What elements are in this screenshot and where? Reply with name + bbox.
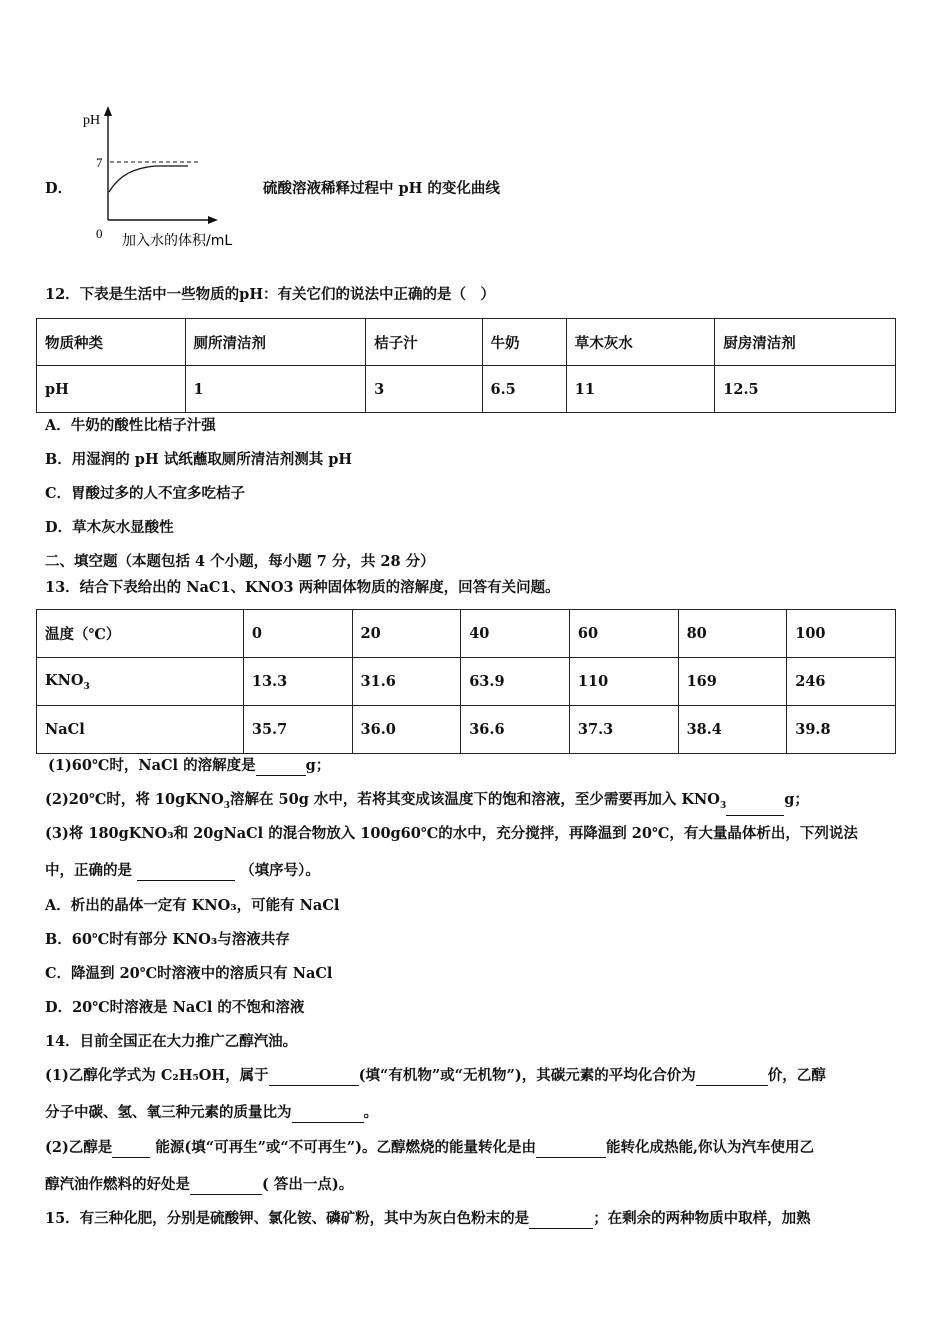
q13-option-d: D．20℃时溶液是 NaCl 的不饱和溶液: [45, 999, 305, 1016]
q13-p2-text: (2)20℃时，将 10gKNO: [45, 791, 224, 808]
q12-option-d: D．草木灰水显酸性: [45, 519, 174, 536]
q13-p3-note: （填序号）。: [240, 862, 320, 879]
table-cell: 温度（℃）: [37, 610, 244, 658]
table-cell: 11: [566, 366, 715, 413]
answer-blank[interactable]: [256, 759, 306, 776]
x-axis-label: 加入水的体积/mL: [122, 233, 233, 249]
table-cell: 36.0: [352, 706, 461, 754]
q14-p1-text-c: 价，乙醇: [767, 1067, 826, 1084]
table-cell: pH: [37, 366, 186, 413]
q13-part3-line2: [45, 861, 320, 881]
q13-part2: (2)20℃时，将 10gKNO$_3$溶解在 50g 水中，若将其变成该温度下的饱和溶液，至少需要再加入 $KNO_3$ g；: [45, 790, 809, 816]
table-cell: 100: [787, 610, 896, 658]
ph-curve: [109, 166, 188, 192]
table-cell: 20: [352, 610, 461, 658]
table-cell: 厨房清洁剂: [715, 319, 896, 366]
table-cell: 110: [569, 658, 678, 706]
q14-p2-line2-end: ( 答出一点)。: [262, 1176, 354, 1193]
q15-line1: [45, 1209, 811, 1229]
table-row: [37, 706, 896, 754]
q13-p1-unit: g；: [305, 757, 331, 774]
ph-dilution-graph: [80, 100, 280, 250]
table-cell: 36.6: [461, 706, 570, 754]
table-cell: 6.5: [482, 366, 566, 413]
q14-p1-text: (1)乙醇化学式为 C₂H₅OH，属于: [45, 1067, 269, 1084]
q14-p2-text-b: 能源(填“可再生”或“不可再生”)。乙醇燃烧的能量转化是由: [155, 1139, 536, 1156]
table-row: [37, 658, 896, 706]
table-cell: 246: [787, 658, 896, 706]
table-cell: 厕所清洁剂: [185, 319, 366, 366]
table-cell: 169: [678, 658, 787, 706]
table-cell: 草木灰水: [566, 319, 715, 366]
q14-p1-text-b: (填“有机物”或“无机物”)，其碳元素的平均化合价为: [358, 1067, 696, 1084]
table-cell: 31.6: [352, 658, 461, 706]
table-row: [37, 610, 896, 658]
table-cell: 13.3: [243, 658, 352, 706]
answer-blank[interactable]: [292, 1106, 364, 1123]
q15-text: 15．有三种化肥，分别是硫酸钾、氯化铵、磷矿粉，其中为灰白色粉末的是: [45, 1210, 530, 1227]
table-cell: 60: [569, 610, 678, 658]
q13-stem: 13．结合下表给出的 NaC1、KNO3 两种固体物质的溶解度，回答有关问题。: [45, 579, 560, 596]
q13-option-a: A．析出的晶体一定有 KNO₃，可能有 NaCl: [45, 897, 340, 914]
q13-solubility-table: [36, 609, 896, 754]
q14-part1-line1: [45, 1066, 826, 1086]
table-cell: 63.9: [461, 658, 570, 706]
table-cell: 3: [366, 366, 482, 413]
answer-blank[interactable]: [269, 1069, 359, 1086]
q12-option-a: A．牛奶的酸性比桔子汁强: [45, 417, 216, 434]
table-cell: 35.7: [243, 706, 352, 754]
answer-blank[interactable]: [529, 1212, 593, 1229]
q14-stem: 14．目前全国正在大力推广乙醇汽油。: [45, 1033, 298, 1050]
q13-part3-line1: (3)将 180gKNO₃和 20gNaCl 的混合物放入 100g60℃的水中，充分搅拌，再降温到 20℃，有大量晶体析出，下列说法: [45, 825, 858, 842]
option-d-label: D．: [45, 180, 73, 197]
origin-label: 0: [96, 226, 103, 241]
table-cell: 12.5: [715, 366, 896, 413]
q14-part1-line2: [45, 1103, 378, 1123]
table-cell: 37.3: [569, 706, 678, 754]
q14-part2-line2: [45, 1175, 353, 1195]
q14-p1-line2-end: 。: [363, 1104, 378, 1121]
answer-blank[interactable]: [112, 1141, 150, 1158]
answer-blank[interactable]: [726, 799, 784, 816]
answer-blank[interactable]: [190, 1178, 262, 1195]
q13-p2-unit: g；: [784, 791, 809, 808]
table-cell: 牛奶: [482, 319, 566, 366]
table-cell: 1: [185, 366, 366, 413]
q15-text-b: ；在剩余的两种物质中取样，加熟: [593, 1210, 811, 1227]
table-cell: 40: [461, 610, 570, 658]
table-cell: [37, 658, 244, 706]
y-axis-label: pH: [83, 113, 101, 128]
answer-blank[interactable]: [696, 1069, 768, 1086]
q14-p2-text-c: 能转化成热能,你认为汽车使用乙: [605, 1139, 815, 1156]
q13-p1-text: (1)60℃时，NaCl 的溶解度是: [48, 757, 256, 774]
table-row: [37, 319, 896, 366]
q12-option-c: C．胃酸过多的人不宜多吃桔子: [45, 485, 246, 502]
table-cell: 桔子汁: [366, 319, 482, 366]
table-cell: NaCl: [37, 706, 244, 754]
q13-p3-text: 中，正确的是: [45, 862, 132, 879]
q13-p2-text-b: 溶解在 50g 水中，若将其变成该温度下的饱和溶液，至少需要再加入 KNO: [229, 791, 720, 808]
section-2-title: 二、填空题（本题包括 4 个小题，每小题 7 分，共 28 分）: [45, 553, 435, 570]
table-cell: 38.4: [678, 706, 787, 754]
q13-part1: [48, 756, 330, 776]
kno3-subscript: 3: [83, 681, 90, 692]
q13-option-c: C．降温到 20℃时溶液中的溶质只有 NaCl: [45, 965, 333, 982]
q13-option-b: B．60℃时有部分 KNO₃与溶液共存: [45, 931, 290, 948]
q14-part2-line1: [45, 1138, 814, 1158]
table-row: [37, 366, 896, 413]
table-cell: 39.8: [787, 706, 896, 754]
y-tick-7: 7: [96, 155, 103, 170]
q14-p2-line2-text: 醇汽油作燃料的好处是: [45, 1176, 190, 1193]
q12-option-b: B．用湿润的 pH 试纸蘸取厕所清洁剂测其 pH: [45, 451, 353, 468]
q12-ph-table: [36, 318, 896, 413]
y-axis-arrow: [104, 106, 112, 116]
table-cell: 0: [243, 610, 352, 658]
option-d-caption: 硫酸溶液稀释过程中 pH 的变化曲线: [263, 180, 500, 197]
table-cell: 80: [678, 610, 787, 658]
q14-p1-line2-text: 分子中碳、氢、氧三种元素的质量比为: [45, 1104, 292, 1121]
q12-stem: 12．下表是生活中一些物质的pH：有关它们的说法中正确的是（ ）: [45, 286, 496, 303]
x-axis-arrow: [208, 216, 218, 224]
answer-blank[interactable]: [137, 864, 235, 881]
kno3-label: KNO: [45, 671, 84, 689]
q14-p2-text: (2)乙醇是: [45, 1139, 113, 1156]
table-cell: 物质种类: [37, 319, 186, 366]
answer-blank[interactable]: [536, 1141, 606, 1158]
